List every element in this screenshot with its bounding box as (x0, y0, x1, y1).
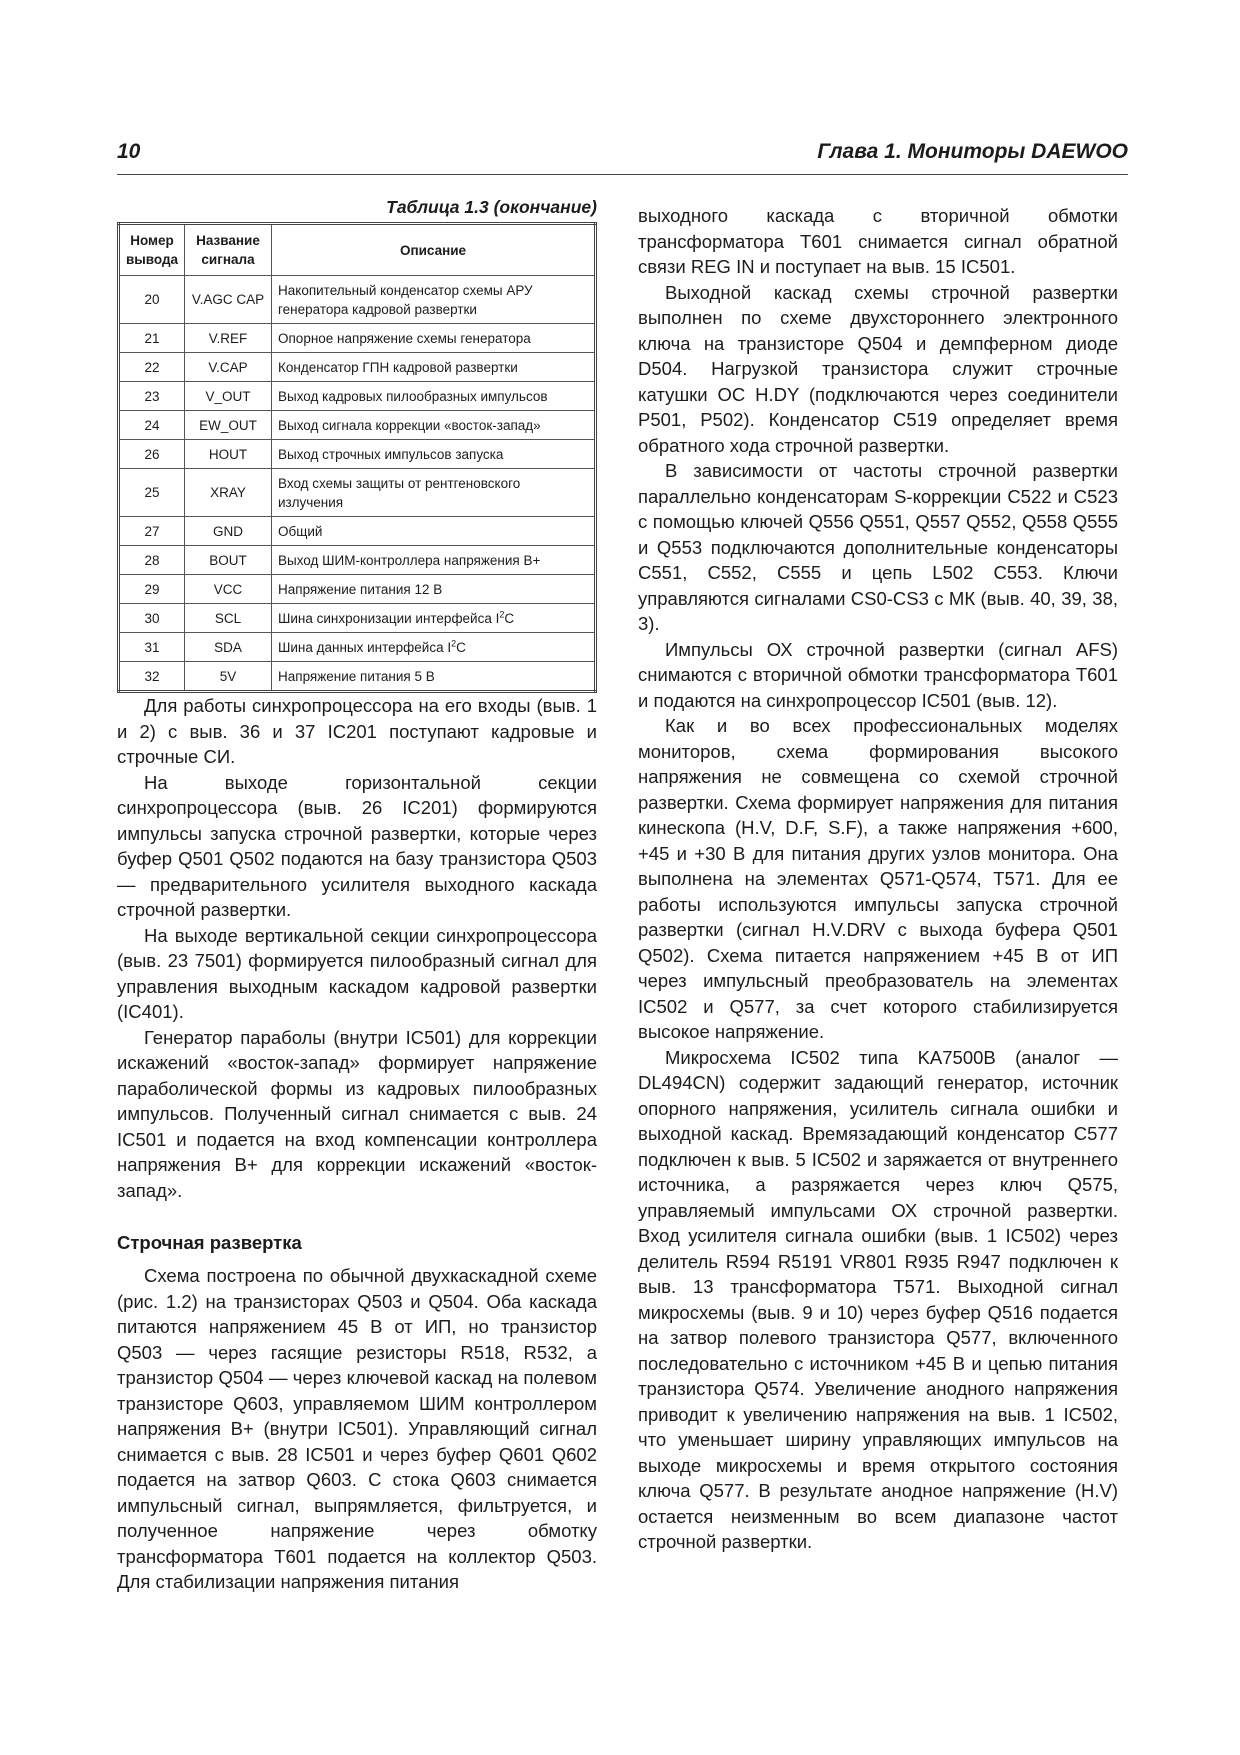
paragraph: Как и во всех профессиональных моделях мониторов, схема формирования высокого напряжения не совмещена со схемой строчной развертки. Схема формирует напряжения для питания кинескопа (H.V, D.F, S.F), а также напряжения +600, +45 и +30 В для питания других узлов монитора. Она выполнена на элементах Q571-Q574, T571. Для ее работы используются импульсы запуска строчной развертки (сигнал H.V.DRV с выхода буфера Q501 Q502). Схема питается напряжением +45 В от ИП через импульсный преобразователь на элементах IC502 и Q577, за счет которого стабилизируется высокое напряжение. (638, 715, 1118, 1042)
paragraph: выходного каскада с вторичной обмотки трансформатора T601 снимается сигнал обратной связи REG IN и поступает на выв. 15 IC501. (638, 205, 1118, 277)
page-number: 10 (117, 140, 141, 163)
table-row (119, 411, 596, 440)
table-row (119, 276, 596, 324)
pin-cell: 31 (119, 633, 185, 662)
header-description: Описание (272, 224, 596, 276)
description-text: C (504, 610, 515, 626)
description-cell: Вход схемы защиты от рентгеновского излучения (272, 469, 596, 517)
signal-cell: HOUT (185, 440, 272, 469)
pin-cell: 24 (119, 411, 185, 440)
description-cell (272, 633, 596, 662)
signal-cell: 5V (185, 662, 272, 692)
pin-cell: 32 (119, 662, 185, 692)
description-text: C (456, 639, 466, 655)
description-cell (272, 604, 596, 633)
table-row (119, 517, 596, 546)
header-pin: Номер вывода (119, 224, 185, 276)
table-row (119, 382, 596, 411)
signal-cell: BOUT (185, 546, 272, 575)
table-caption: Таблица 1.3 (окончание) (386, 197, 597, 217)
pin-cell: 28 (119, 546, 185, 575)
paragraph: Микросхема IC502 типа KA7500B (аналог — DL494CN) содержит задающий генератор, источник опорного напряжения, усилитель сигнала ошибки и выходной каскад. Времязадающий конденсатор C577 подключен к выв. 5 IC502 и заряжается от внутреннего источника, а разряжается через ключ Q575, управляемый импульсами ОХ строчной развертки. Вход усилителя сигнала ошибки (выв. 1 IC502) через делитель R594 R5191 VR801 R935 R947 подключен к выв. 13 трансформатора T571. Выходной сигнал микросхемы (выв. 9 и 10) через буфер Q516 подается на затвор полевого транзистора Q577, включенного последовательно с источником +45 В и цепью питания транзистора Q574. Увеличение анодного напряжения приводит к увеличению напряжения на выв. 1 IC502, что уменьшает ширину управляющих импульсов на выходе микросхемы и время открытого состояния ключа Q577. В результате анодное напряжение (H.V) остается неизменным во всем диапазоне частот строчной развертки. (638, 1046, 1118, 1552)
table-row (119, 633, 596, 662)
superscript: 2 (499, 609, 505, 619)
paragraph: Выходной каскад схемы строчной развертки выполнен по схеме двухстороннего электронного ключа на транзисторе Q504 и демпферном диоде D504. Нагрузкой транзистора служит строчные катушки ОС H.DY (подключаются через соединители P501, P502). Конденсатор C519 определяет время обратного хода строчной развертки. (638, 281, 1118, 456)
table-row (119, 604, 596, 633)
pinout-table (117, 222, 597, 693)
description-text: Шина данных интерфейса I (278, 639, 452, 655)
table-row (119, 440, 596, 469)
pin-cell: 26 (119, 440, 185, 469)
left-column (117, 197, 597, 1595)
table-row (119, 575, 596, 604)
description-cell: Накопительный конденсатор схемы АРУ генератора кадровой развертки (272, 276, 596, 324)
pin-cell: 22 (119, 353, 185, 382)
paragraph: На выходе вертикальной секции синхропроцессора (выв. 23 7501) формируется пилообразный сигнал для управления выходным каскадом кадровой развертки (IC401). (117, 924, 597, 1022)
section-heading: Строчная развертка (117, 1232, 302, 1253)
description-text: Шина синхронизации интерфейса I (278, 610, 500, 626)
chapter-title: Глава 1. Мониторы DAEWOO (817, 140, 1128, 163)
description-cell: Опорное напряжение схемы генератора (272, 324, 596, 353)
signal-cell: EW_OUT (185, 411, 272, 440)
description-cell: Выход ШИМ-контроллера напряжения B+ (272, 546, 596, 575)
table-row (119, 546, 596, 575)
signal-cell: GND (185, 517, 272, 546)
paragraph: Импульсы ОХ строчной развертки (сигнал AFS) снимаются с вторичной обмотки трансформатора T601 и подаются на синхропроцессор IC501 (выв. 12). (638, 638, 1118, 711)
description-cell: Конденсатор ГПН кадровой развертки (272, 353, 596, 382)
signal-cell: V.CAP (185, 353, 272, 382)
pin-cell: 29 (119, 575, 185, 604)
pin-cell: 25 (119, 469, 185, 517)
table-row (119, 324, 596, 353)
signal-cell: SDA (185, 633, 272, 662)
description-cell: Выход строчных импульсов запуска (272, 440, 596, 469)
signal-cell: XRAY (185, 469, 272, 517)
signal-cell: VCC (185, 575, 272, 604)
paragraph: На выходе горизонтальной секции синхропроцессора (выв. 26 IC201) формируются импульсы запуска строчной развертки, которые через буфер Q501 Q502 подаются на базу транзистора Q503 — предварительного усилителя выходного каскада строчной развертки. (117, 771, 597, 920)
pin-cell: 20 (119, 276, 185, 324)
table-header-row (119, 224, 596, 276)
description-cell: Общий (272, 517, 596, 546)
description-cell: Напряжение питания 5 В (272, 662, 596, 692)
pin-cell: 30 (119, 604, 185, 633)
description-cell: Выход сигнала коррекции «восток-запад» (272, 411, 596, 440)
pin-cell: 21 (119, 324, 185, 353)
signal-cell: SCL (185, 604, 272, 633)
table-row (119, 469, 596, 517)
superscript: 2 (451, 638, 457, 648)
table-row (119, 662, 596, 692)
signal-cell: V.REF (185, 324, 272, 353)
paragraph: Для работы синхропроцессора на его входы (выв. 1 и 2) с выв. 36 и 37 IC201 поступают кадровые и строчные СИ. (117, 695, 597, 767)
signal-cell: V_OUT (185, 382, 272, 411)
paragraph: Генератор параболы (внутри IC501) для коррекции искажений «восток-запад» формирует напряжение параболической формы из кадровых пилообразных импульсов. Полученный сигнал снимается с выв. 24 IC501 и подается на вход компенсации контроллера напряжения B+ для коррекции искажений «восток-запад». (117, 1026, 597, 1201)
right-column (638, 203, 1118, 1555)
signal-cell: V.AGC CAP (185, 276, 272, 324)
paragraph: В зависимости от частоты строчной развертки параллельно конденсаторам S-коррекции C522 и C523 с помощью ключей Q556 Q551, Q557 Q552, Q558 Q555 и Q553 подключаются дополнительные конденсаторы C551, C552, C555 и цепь L502 C553. Ключи управляются сигналами CS0-CS3 с МК (выв. 40, 39, 38, 3). (638, 460, 1118, 634)
pin-cell: 27 (119, 517, 185, 546)
paragraph: Схема построена по обычной двухкаскадной схеме (рис. 1.2) на транзисторах Q503 и Q504. Оба каскада питаются напряжением 45 В от ИП, но транзистор Q503 — через гасящие резисторы R518, R532, а транзистор Q504 — через ключевой каскад на полевом транзисторе Q603, управляемом ШИМ контроллером напряжения B+ (внутри IC501). Управляющий сигнал снимается с выв. 28 IC501 и через буфер Q601 Q602 подается на затвор Q603. С стока Q603 снимается импульсный сигнал, выпрямляется, фильтруется, и полученное напряжение через обмотку трансформатора T601 подается на коллектор Q503. Для стабилизации напряжения питания (117, 1265, 597, 1592)
table-row (119, 353, 596, 382)
header-signal: Название сигнала (185, 224, 272, 276)
pin-cell: 23 (119, 382, 185, 411)
header-divider (117, 174, 1128, 175)
description-cell: Напряжение питания 12 В (272, 575, 596, 604)
description-cell: Выход кадровых пилообразных импульсов (272, 382, 596, 411)
